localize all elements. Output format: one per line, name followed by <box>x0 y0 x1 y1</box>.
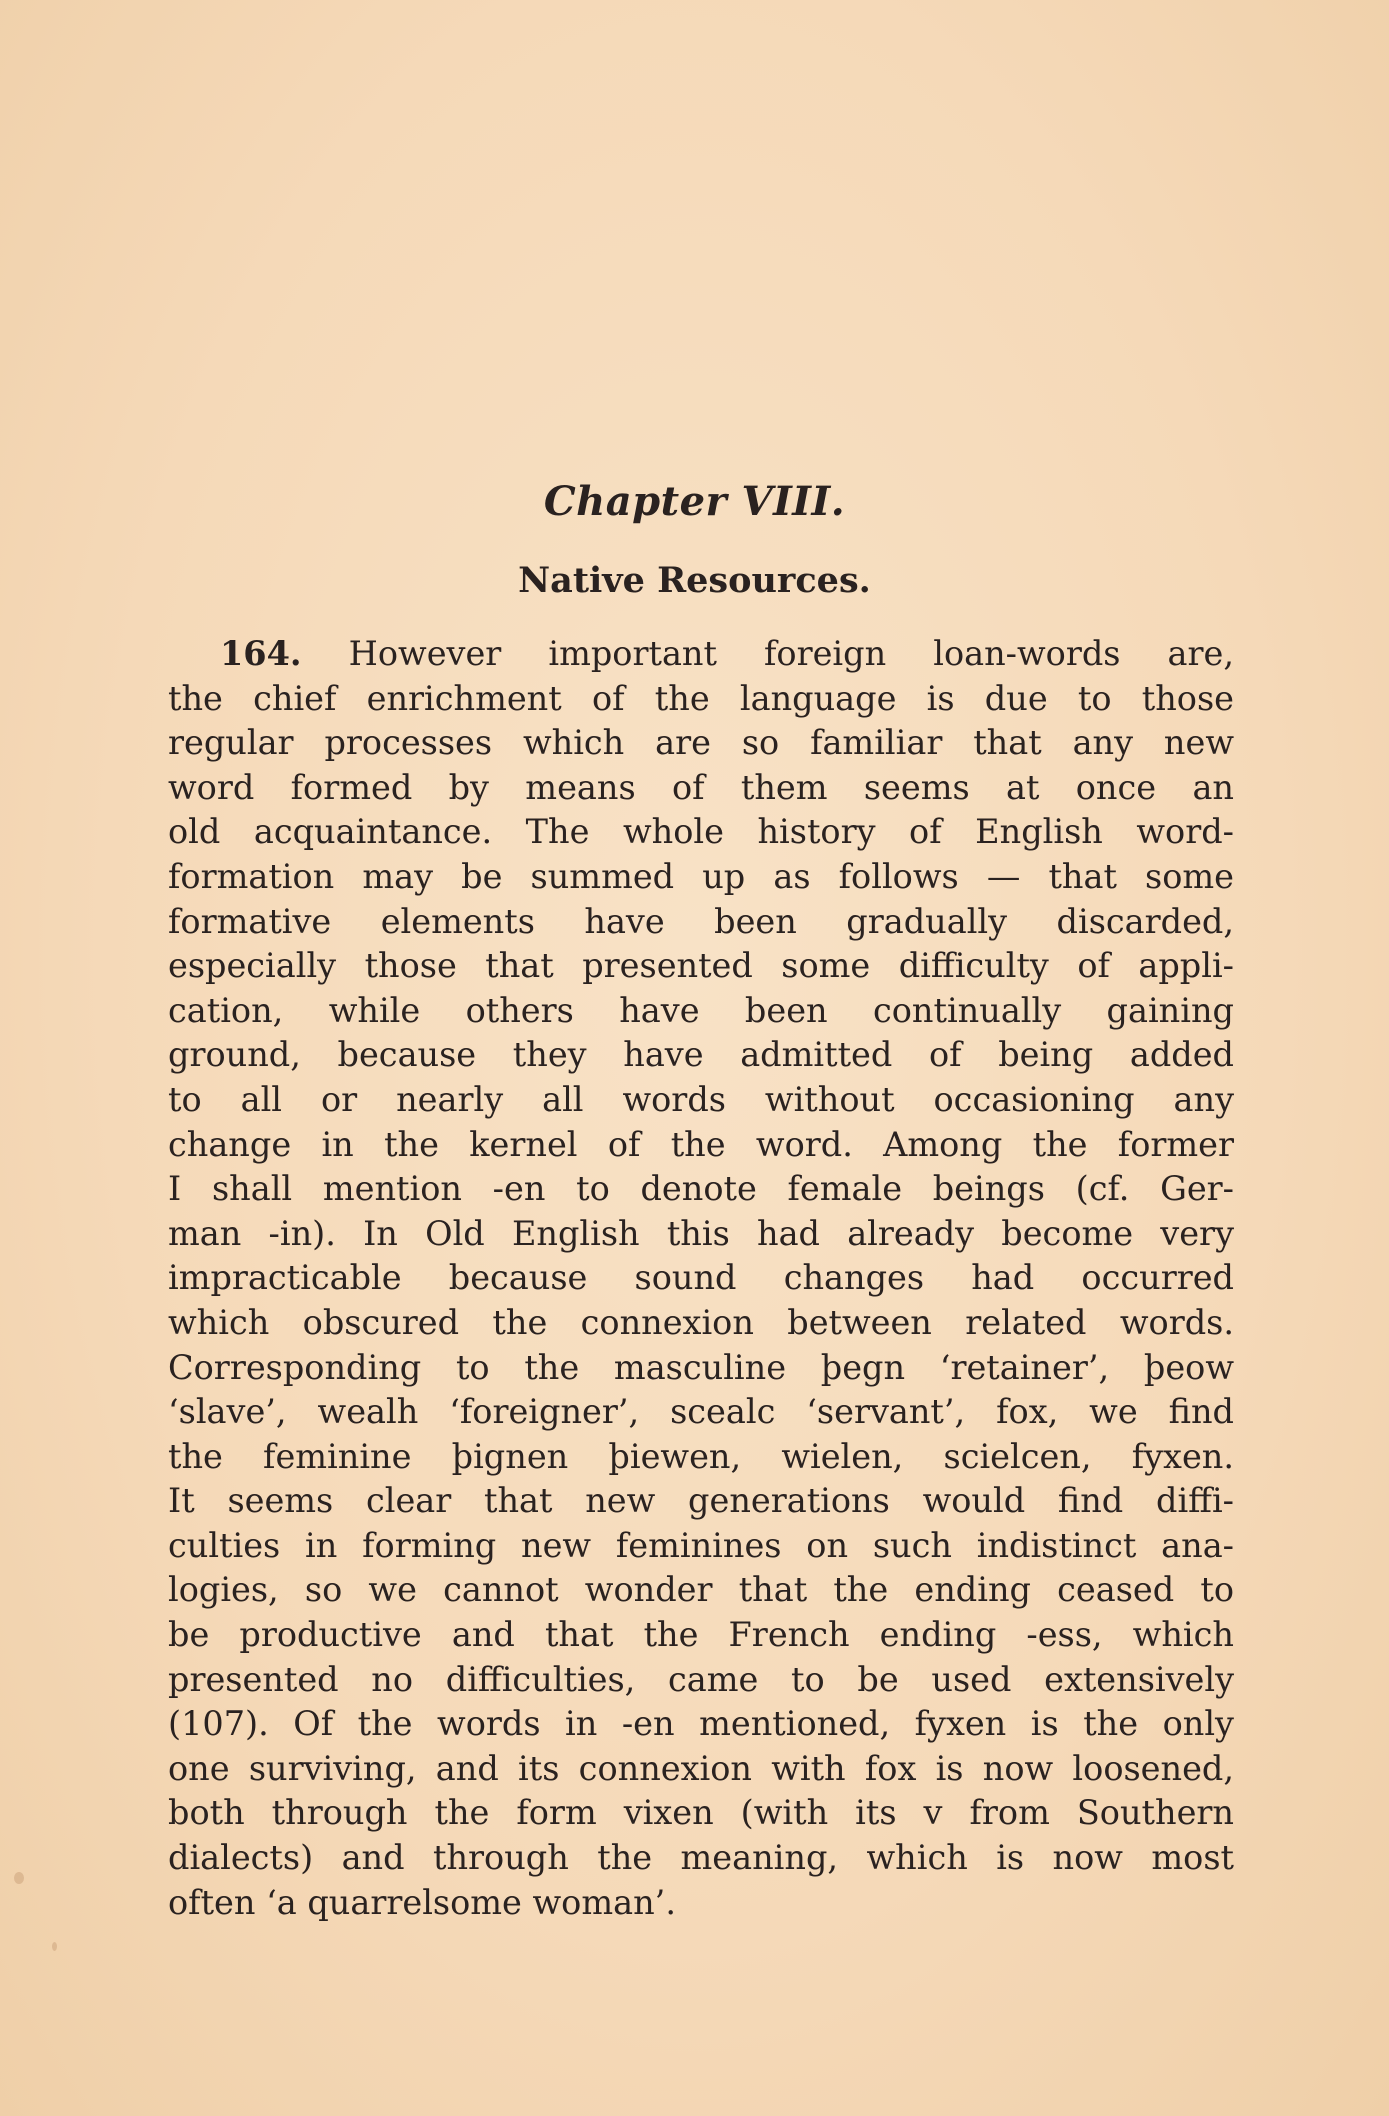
section-title: Native Resources. <box>518 560 871 601</box>
text-line: ‘slave’, wealh ‘foreigner’, scealc ‘servant’, fox, we find <box>168 1392 1234 1432</box>
text-line: dialects) and through the meaning, which is now most <box>168 1838 1234 1878</box>
text-line: formation may be summed up as follows — that some <box>168 856 1234 896</box>
text-line: the chief enrichment of the language is due to those <box>168 678 1234 718</box>
text-line: the feminine þignen þiewen, wielen, scielcen, fyxen. <box>168 1436 1234 1476</box>
text-line: change in the kernel of the word. Among the former <box>168 1124 1234 1164</box>
paper-blemish <box>52 1942 57 1951</box>
paper-blemish <box>14 1872 24 1884</box>
text-line: (107). Of the words in -en mentioned, fyxen is the only <box>168 1704 1234 1744</box>
text-line: cation, while others have been continually gaining <box>168 990 1234 1030</box>
text-line: formative elements have been gradually discarded, <box>168 901 1234 941</box>
text-line: Corresponding to the masculine þegn ‘retainer’, þeow <box>168 1347 1234 1387</box>
text-line: impracticable because sound changes had occurred <box>168 1258 1234 1298</box>
text-line: man -in). In Old English this had already become very <box>168 1213 1234 1253</box>
text-line: logies, so we cannot wonder that the ending ceased to <box>168 1570 1234 1610</box>
text-line: presented no difficulties, came to be used extensively <box>168 1659 1234 1699</box>
text-line: both through the form vixen (with its v from Southern <box>168 1793 1234 1833</box>
text-line: one surviving, and its connexion with fox is now loosened, <box>168 1748 1234 1788</box>
text-line: culties in forming new feminines on such indistinct ana- <box>168 1525 1234 1565</box>
chapter-heading: Chapter VIII. <box>543 478 846 525</box>
text-line: be productive and that the French ending -ess, which <box>168 1615 1234 1655</box>
paragraph-number: 164. <box>220 634 302 673</box>
text-line: It seems clear that new generations would find diffi- <box>168 1481 1234 1521</box>
text-line: especially those that presented some difficulty of appli- <box>168 946 1234 986</box>
text-line: often ‘a quarrelsome woman’. <box>168 1882 676 1922</box>
text-line: to all or nearly all words without occasioning any <box>168 1079 1234 1119</box>
text-line: word formed by means of them seems at once an <box>168 767 1234 807</box>
text-line: I shall mention -en to denote female beings (cf. Ger- <box>168 1169 1234 1209</box>
text-line: which obscured the connexion between related words. <box>168 1302 1234 1342</box>
text-line: 164. However important foreign loan-words are, <box>220 634 1234 673</box>
text-line: regular processes which are so familiar that any new <box>168 723 1234 763</box>
text-line: ground, because they have admitted of being added <box>168 1035 1234 1075</box>
text-line: old acquaintance. The whole history of English word- <box>168 812 1234 852</box>
body-text <box>168 632 1234 1925</box>
